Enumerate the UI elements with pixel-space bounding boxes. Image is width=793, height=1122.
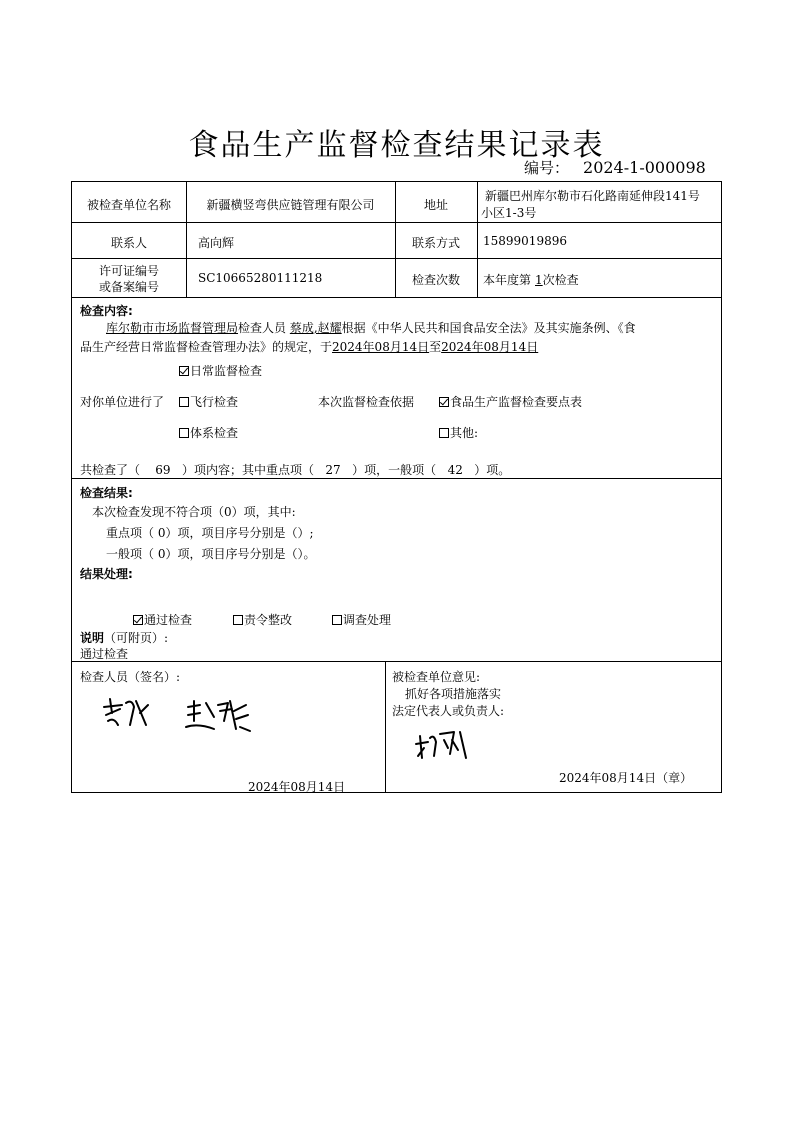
record-form [71, 181, 722, 793]
option-pass-label: 通过检查 [144, 613, 193, 627]
license-value: SC10665280111218 [198, 271, 323, 285]
inspector-signature-zhao [184, 697, 254, 735]
unchecked-box-icon[interactable] [233, 615, 243, 625]
inspection-count-value [483, 271, 579, 288]
content-paragraph-line-2 [80, 338, 538, 355]
count-number: 1 [535, 273, 543, 287]
option-daily-label: 日常监督检查 [190, 364, 263, 378]
option-daily-inspection [179, 362, 262, 379]
handling-heading: 结果处理: [80, 567, 133, 581]
address-line-2: 小区1-3号 [481, 206, 537, 220]
date-to: 2024年08月14日 [441, 340, 539, 354]
address-label: 地址 [423, 198, 448, 212]
note-heading-text: 说明 [80, 631, 105, 645]
checked-box-icon[interactable] [133, 615, 143, 625]
address-line-1: 新疆巴州库尔勒市石化路南延伸段141号 [485, 189, 700, 203]
option-basis-other [439, 424, 478, 441]
row-divider [72, 258, 721, 259]
license-label-line-2: 或备案编号 [98, 280, 159, 294]
checked-box-icon[interactable] [439, 397, 449, 407]
option-basis-points-label: 食品生产监督检查要点表 [450, 395, 583, 409]
inspection-count-label: 检查次数 [411, 273, 460, 287]
row-divider [72, 478, 721, 479]
count-prefix: 本年度第 [483, 273, 532, 287]
document-number-label: 编号： [524, 159, 570, 177]
unchecked-box-icon[interactable] [332, 615, 342, 625]
unit-name-label: 被检查单位名称 [86, 198, 171, 212]
document-title: 食品生产监督检查结果记录表 [188, 128, 605, 163]
option-pass [133, 611, 192, 628]
option-basis-points-table [439, 393, 582, 410]
option-rectify [233, 611, 292, 628]
option-system-label: 体系检查 [190, 426, 239, 440]
option-basis-other-label: 其他: [450, 426, 479, 440]
inspector-signature-label: 检查人员（签名）: [80, 670, 181, 684]
option-flight-inspection [179, 393, 238, 410]
items-summary: 共检查了（ 69 ）项内容；其中重点项（ 27 ）项，一般项（ 42 ）项。 [80, 463, 511, 477]
option-investigate [332, 611, 391, 628]
count-suffix: 次检查 [542, 273, 579, 287]
document-number [524, 157, 706, 178]
result-line-1: 本次检查发现不符合项（0）项，其中: [92, 505, 296, 519]
column-divider [477, 182, 478, 297]
row-divider [72, 661, 721, 662]
unit-opinion-label: 被检查单位意见: [392, 670, 481, 684]
basis-label: 本次监督检查依据 [318, 395, 415, 409]
option-system-inspection [179, 424, 238, 441]
option-flight-label: 飞行检查 [190, 395, 239, 409]
note-heading [80, 629, 168, 646]
legal-representative-label: 法定代表人或负责人: [392, 704, 505, 718]
unit-name-value: 新疆横竖弯供应链管理有限公司 [206, 198, 375, 212]
legal-basis-text: 根据《中华人民共和国食品安全法》及其实施条例、《食 [341, 321, 636, 335]
unchecked-box-icon[interactable] [179, 397, 189, 407]
contact-label: 联系人 [110, 236, 147, 250]
option-investigate-label: 调查处理 [343, 613, 392, 627]
unchecked-box-icon[interactable] [439, 428, 449, 438]
column-divider [385, 661, 386, 792]
result-heading: 检查结果: [80, 486, 133, 500]
row-divider [72, 222, 721, 223]
unit-opinion-text: 抓好各项措施落实 [405, 687, 502, 701]
content-paragraph-line-1 [106, 319, 636, 336]
date-separator: 至 [429, 340, 442, 354]
result-line-3: 一般项（ 0）项，项目序号分别是（）。 [106, 547, 316, 561]
phone-label: 联系方式 [411, 236, 460, 250]
inspector-signature-cai [100, 695, 152, 731]
inspector-names: 蔡成,赵耀 [289, 321, 342, 335]
representative-signature [414, 728, 470, 762]
option-rectify-label: 责令整改 [244, 613, 293, 627]
checked-box-icon[interactable] [179, 366, 189, 376]
unchecked-box-icon[interactable] [179, 428, 189, 438]
license-label-line-1: 许可证编号 [98, 264, 159, 278]
regulation-text: 品生产经营日常监督检查管理办法》的规定，于 [80, 340, 333, 354]
note-text: 通过检查 [80, 647, 129, 661]
document-number-value: 2024-1-000098 [583, 158, 706, 177]
conducted-label: 对你单位进行了 [80, 395, 165, 409]
authority-name: 库尔勒市市场监督管理局 [106, 321, 239, 335]
note-attachment-text: （可附页）: [104, 631, 169, 645]
unit-date-seal: 2024年08月14日（章） [559, 771, 693, 785]
inspectors-label: 检查人员 [238, 321, 290, 335]
row-divider [72, 297, 721, 298]
phone-value: 15899019896 [483, 234, 567, 248]
content-heading: 检查内容: [80, 304, 133, 318]
result-line-2: 重点项（ 0）项，项目序号分别是（）; [106, 526, 314, 540]
contact-value: 高向辉 [198, 236, 235, 250]
date-from: 2024年08月14日 [332, 340, 430, 354]
inspector-date: 2024年08月14日 [248, 780, 346, 794]
